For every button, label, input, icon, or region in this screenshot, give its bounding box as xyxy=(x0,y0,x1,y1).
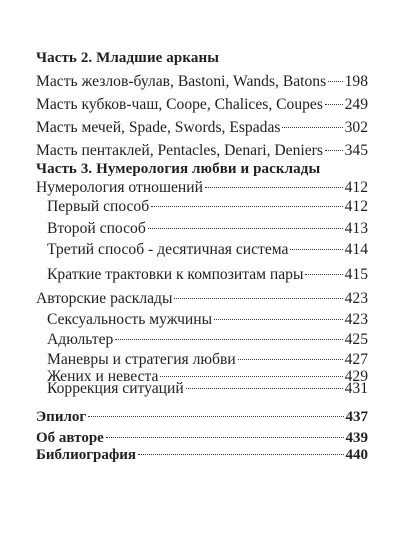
dot-leader xyxy=(160,376,342,377)
toc-subentry xyxy=(0,218,410,240)
toc-entry-page: 437 xyxy=(345,409,368,425)
toc-entry-title: Авторские расклады xyxy=(36,290,173,307)
toc-entry-title: Краткие трактовки к композитам пары xyxy=(47,266,304,283)
toc-subentry xyxy=(0,309,410,331)
dot-leader xyxy=(290,249,342,250)
toc-entry-title: Маневры и стратегия любви xyxy=(47,351,236,368)
toc-entry-title: Масть пентаклей, Pentacles, Denari, Deniers xyxy=(36,142,323,159)
toc-entry-title: Жених и невеста xyxy=(47,368,159,385)
dot-leader xyxy=(174,298,342,299)
toc-entry-title: Эпилог xyxy=(36,409,87,425)
part2-heading-row xyxy=(0,47,410,69)
dot-leader xyxy=(328,81,342,82)
toc-entry-title: Масть кубков-чаш, Coope, Chalices, Coupes xyxy=(36,96,323,113)
toc-entry-page: 439 xyxy=(345,430,368,446)
part3-heading: Часть 3. Нумерология любви и расклады xyxy=(36,161,321,177)
toc-entry-title: Первый способ xyxy=(47,198,150,215)
toc-entry xyxy=(0,94,410,116)
toc-entry-page: 414 xyxy=(344,241,368,258)
dot-leader xyxy=(305,274,342,275)
toc-entry-title: Библиография xyxy=(36,447,137,463)
part2-heading: Часть 2. Младшие арканы xyxy=(36,50,220,66)
dot-leader xyxy=(282,127,342,128)
toc-entry-page: 423 xyxy=(344,290,368,307)
toc-entry-page: 198 xyxy=(344,73,368,90)
toc-entry-title: Коррекция ситуаций xyxy=(47,380,184,397)
dot-leader xyxy=(325,150,343,151)
toc-entry-title: Масть мечей, Spade, Swords, Espadas xyxy=(36,119,281,136)
toc-subentry xyxy=(0,196,410,218)
toc-subentry xyxy=(0,329,410,351)
dot-leader xyxy=(151,206,342,207)
dot-leader xyxy=(214,319,343,320)
toc-entry xyxy=(0,288,410,310)
toc-entry-page: 345 xyxy=(344,142,368,159)
dot-leader xyxy=(88,416,343,417)
toc-entry-page: 413 xyxy=(344,220,368,237)
toc-entry-title: Масть жезлов-булав, Bastoni, Wands, Batons xyxy=(36,73,327,90)
toc-entry-title: Третий способ - десятичная система xyxy=(47,241,289,258)
dot-leader xyxy=(148,228,343,229)
toc-entry-page: 440 xyxy=(345,447,368,463)
toc-subentry xyxy=(0,378,410,400)
toc-entry xyxy=(0,444,410,466)
toc-entry-page: 302 xyxy=(344,119,368,136)
toc-entry-page: 425 xyxy=(344,331,368,348)
toc-entry-title: Второй способ xyxy=(47,220,146,237)
dot-leader xyxy=(238,359,343,360)
dot-leader xyxy=(325,104,343,105)
toc-subentry xyxy=(0,239,410,261)
toc-entry-page: 412 xyxy=(344,179,368,196)
toc-entry-title: Адюльтер xyxy=(47,331,114,348)
dot-leader xyxy=(186,388,343,389)
dot-leader xyxy=(115,339,342,340)
dot-leader xyxy=(106,437,344,438)
toc-entry-page: 415 xyxy=(344,266,368,283)
toc-entry-page: 412 xyxy=(344,198,368,215)
toc-entry-page: 427 xyxy=(344,351,368,368)
toc-entry xyxy=(0,406,410,428)
toc-entry-title: Об авторе xyxy=(36,430,104,446)
toc-subentry xyxy=(0,264,410,286)
toc-entry-page: 423 xyxy=(344,311,368,328)
toc-entry-page: 429 xyxy=(344,368,368,385)
toc-entry-title: Сексуальность мужчины xyxy=(47,311,213,328)
toc-entry-page: 431 xyxy=(344,380,368,397)
toc-entry xyxy=(0,117,410,139)
toc-entry-page: 249 xyxy=(344,96,368,113)
dot-leader xyxy=(138,454,343,455)
toc-entry xyxy=(0,71,410,93)
dot-leader xyxy=(205,187,343,188)
toc-entry-title: Нумерология отношений xyxy=(36,179,203,196)
